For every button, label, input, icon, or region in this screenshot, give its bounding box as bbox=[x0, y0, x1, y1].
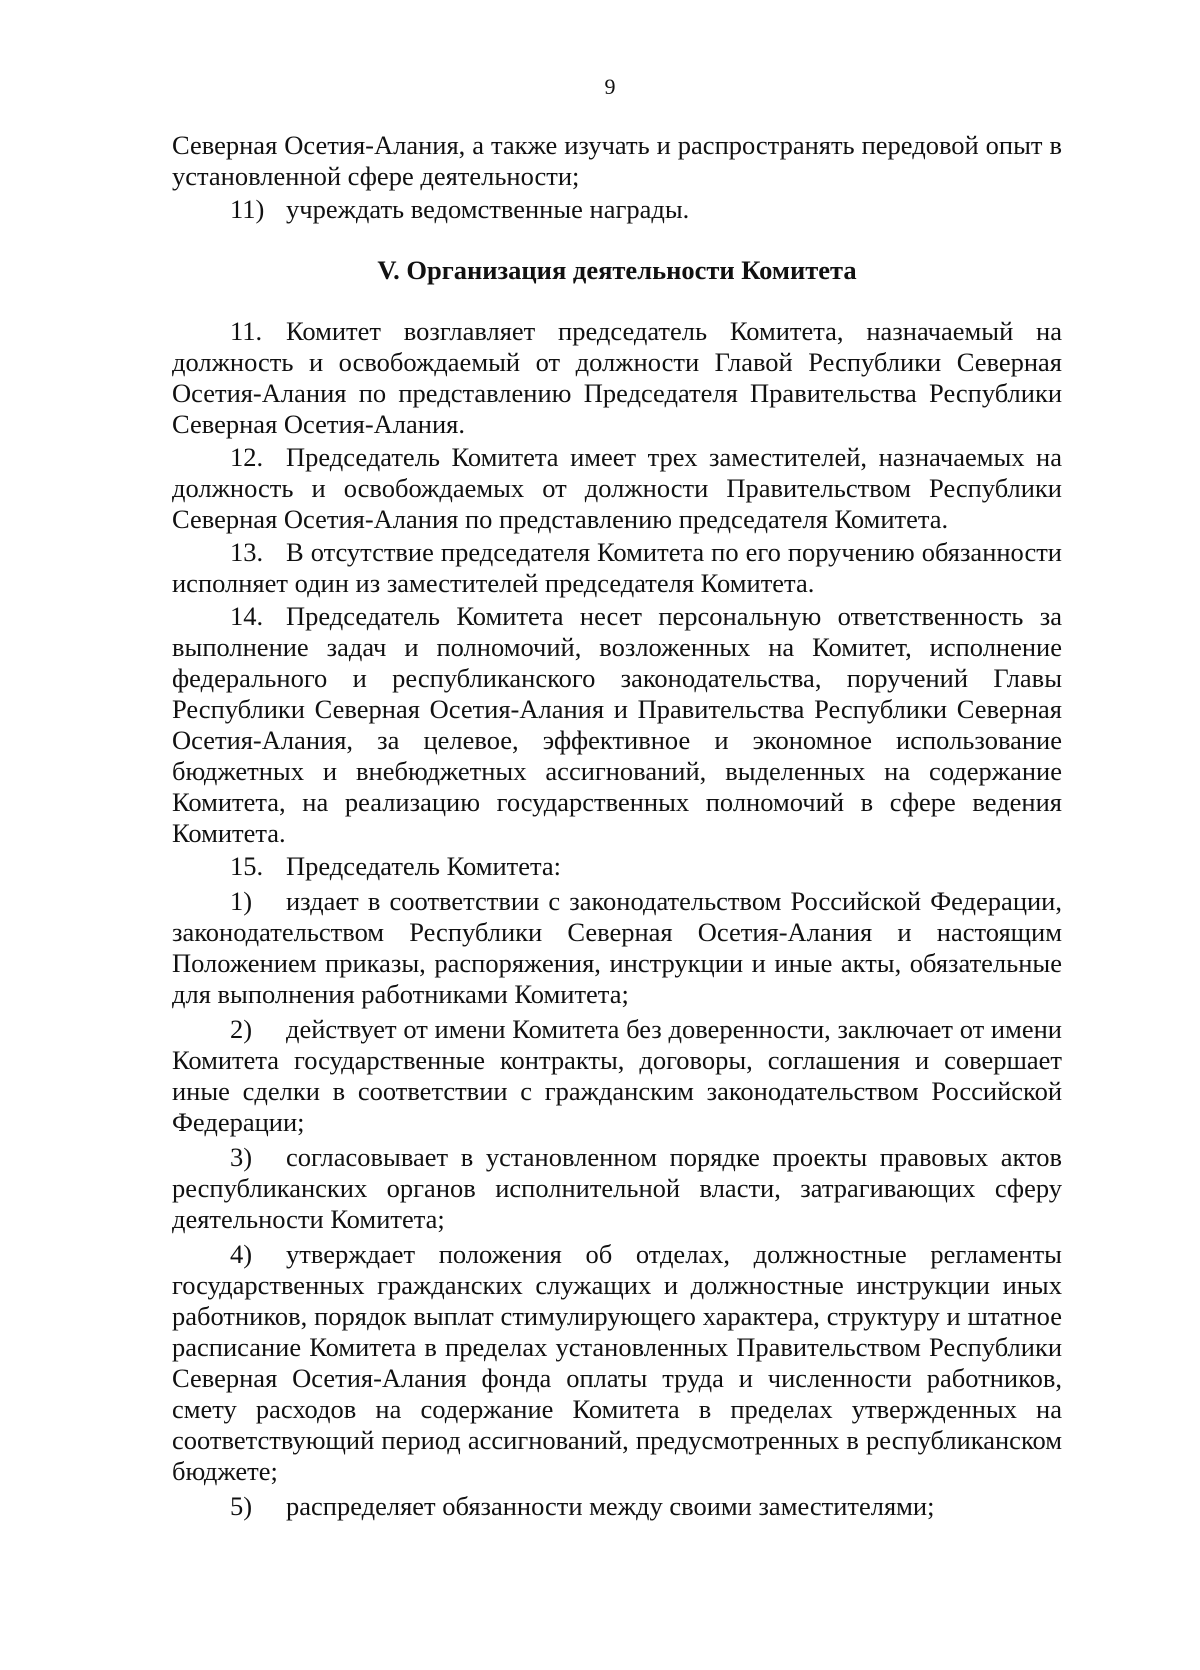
subitem-text: издает в соответствии с законодательством Российской Федерации, законодательством Республики Северная Осетия-Алания и настоящим Положением приказы, распоряжения, инструкции и иные акты, обязательные для выполнения работниками Комитета; bbox=[172, 886, 1062, 1009]
subitem-number: 2) bbox=[230, 1014, 253, 1044]
subitem-text: распределяет обязанности между своими заместителями; bbox=[286, 1491, 935, 1521]
paragraph-text: Председатель Комитета: bbox=[286, 851, 562, 881]
continuation-paragraph: Северная Осетия-Алания, а также изучать и распространять передовой опыт в установленной сфере деятельности; bbox=[172, 130, 1062, 191]
item-text: учреждать ведомственные награды. bbox=[286, 194, 690, 224]
paragraph-number: 14. bbox=[230, 601, 264, 631]
paragraph-11 bbox=[172, 316, 1062, 440]
paragraph-text: Комитет возглавляет председатель Комитета, назначаемый на должность и освобождаемый от должности Главой Республики Северная Осетия-Алания по представлению Председателя Правительства Республики Северная Осетия-Алания. bbox=[172, 316, 1062, 439]
section-heading: V. Организация деятельности Комитета bbox=[377, 255, 857, 285]
paragraph-13 bbox=[172, 537, 1062, 599]
paragraph-14 bbox=[172, 601, 1062, 849]
subitem-5 bbox=[172, 1491, 1062, 1522]
paragraph-text: Председатель Комитета несет персональную ответственность за выполнение задач и полномочий, возложенных на Комитет, исполнение федерального и республиканского законодательства, поручений Главы Республики Северная Осетия-Алания и Правительства Республики Северная Осетия-Алания, за целевое, эффективное и экономное использование бюджетных и внебюджетных ассигнований, выделенных на содержание Комитета, на реализацию государственных полномочий в сфере ведения Комитета. bbox=[172, 601, 1062, 848]
paragraph-number: 11. bbox=[230, 316, 263, 346]
page-number: 9 bbox=[604, 74, 616, 99]
paragraph-text: Председатель Комитета имеет трех заместителей, назначаемых на должность и освобождаемых от должности Правительством Республики Северная Осетия-Алания по представлению председателя Комитета. bbox=[172, 442, 1062, 534]
subitem-3 bbox=[172, 1142, 1062, 1235]
subitem-number: 4) bbox=[230, 1239, 253, 1269]
subitem-1 bbox=[172, 886, 1062, 1010]
subitem-2 bbox=[172, 1014, 1062, 1138]
paragraph-number: 12. bbox=[230, 442, 264, 472]
paragraph-15 bbox=[172, 851, 1062, 882]
subitem-text: действует от имени Комитета без доверенности, заключает от имени Комитета государственные контракты, договоры, соглашения и совершает иные сделки в соответствии с гражданским законодательством Российской Федерации; bbox=[172, 1014, 1062, 1137]
paragraph-number: 13. bbox=[230, 537, 264, 567]
paragraph-12 bbox=[172, 442, 1062, 535]
item-number: 11) bbox=[230, 194, 265, 224]
paragraph-text: В отсутствие председателя Комитета по его поручению обязанности исполняет один из заместителей председателя Комитета. bbox=[172, 537, 1062, 598]
subitem-number: 3) bbox=[230, 1142, 253, 1172]
subitem-text: утверждает положения об отделах, должностные регламенты государственных гражданских служащих и должностные инструкции иных работников, порядок выплат стимулирующего характера, структуру и штатное расписание Комитета в пределах установленных Правительством Республики Северная Осетия-Алания фонда оплаты труда и численности работников, смету расходов на содержание Комитета в пределах утвержденных на соответствующий период ассигнований, предусмотренных в республиканском бюджете; bbox=[172, 1239, 1062, 1486]
list-item bbox=[172, 194, 1062, 225]
subitem-text: согласовывает в установленном порядке проекты правовых актов республиканских органов исполнительной власти, затрагивающих сферу деятельности Комитета; bbox=[172, 1142, 1062, 1234]
subitem-4 bbox=[172, 1239, 1062, 1487]
paragraph-number: 15. bbox=[230, 851, 264, 881]
subitem-number: 5) bbox=[230, 1491, 253, 1521]
document-body bbox=[172, 130, 1062, 1522]
subitem-number: 1) bbox=[230, 886, 253, 916]
